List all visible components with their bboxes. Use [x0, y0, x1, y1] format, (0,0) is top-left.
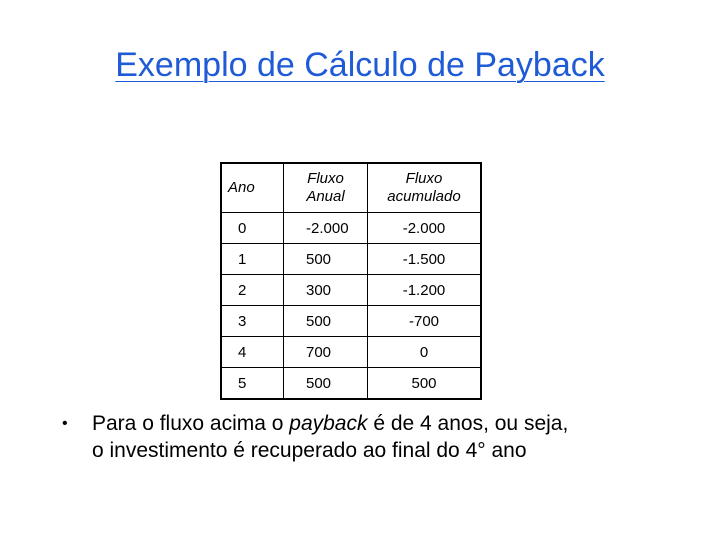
- header-fluxo-acumulado: [368, 163, 482, 213]
- cell-fluxo-anual: 500: [284, 368, 368, 400]
- cell-fluxo-acumulado: -1.500: [368, 244, 482, 275]
- header-fluxo-anual-line1: Fluxo: [307, 170, 344, 187]
- header-ano: Ano: [221, 163, 284, 213]
- cell-ano: 3: [221, 306, 284, 337]
- cell-fluxo-acumulado: -700: [368, 306, 482, 337]
- bullet-line-2: o investimento é recuperado ao final do 4° ano: [92, 439, 527, 462]
- cell-fluxo-anual: 500: [284, 244, 368, 275]
- cell-fluxo-anual: -2.000: [284, 213, 368, 244]
- table-header-row: [221, 163, 481, 213]
- payback-table: [220, 162, 482, 400]
- bullet-line-1: [92, 410, 712, 437]
- header-fluxo-acumulado-line2: acumulado: [387, 188, 461, 205]
- table-row: [221, 213, 481, 244]
- header-fluxo-anual: [284, 163, 368, 213]
- cell-fluxo-anual: 300: [284, 275, 368, 306]
- cell-ano: 5: [221, 368, 284, 400]
- cell-ano: 4: [221, 337, 284, 368]
- bullet-text-payback: payback: [289, 412, 368, 435]
- bullet-symbol: •: [62, 415, 68, 432]
- cell-fluxo-anual: 700: [284, 337, 368, 368]
- table-row: [221, 275, 481, 306]
- cell-ano: 0: [221, 213, 284, 244]
- cell-fluxo-acumulado: -1.200: [368, 275, 482, 306]
- cell-ano: 2: [221, 275, 284, 306]
- bullet-text: [92, 410, 712, 464]
- cell-fluxo-acumulado: -2.000: [368, 213, 482, 244]
- cell-fluxo-anual: 500: [284, 306, 368, 337]
- bullet-text-part1: Para o fluxo acima o: [92, 412, 290, 435]
- table-row: [221, 368, 481, 400]
- table-row: [221, 244, 481, 275]
- cell-ano: 1: [221, 244, 284, 275]
- table-row: [221, 306, 481, 337]
- table-row: [221, 337, 481, 368]
- slide-title: Exemplo de Cálculo de Payback: [115, 46, 605, 84]
- header-fluxo-anual-line2: Anual: [306, 188, 345, 205]
- cell-fluxo-acumulado: 0: [368, 337, 482, 368]
- header-fluxo-acumulado-line1: Fluxo: [405, 170, 443, 187]
- bullet-text-part3: é de 4 anos, ou seja,: [367, 412, 569, 435]
- cell-fluxo-acumulado: 500: [368, 368, 482, 400]
